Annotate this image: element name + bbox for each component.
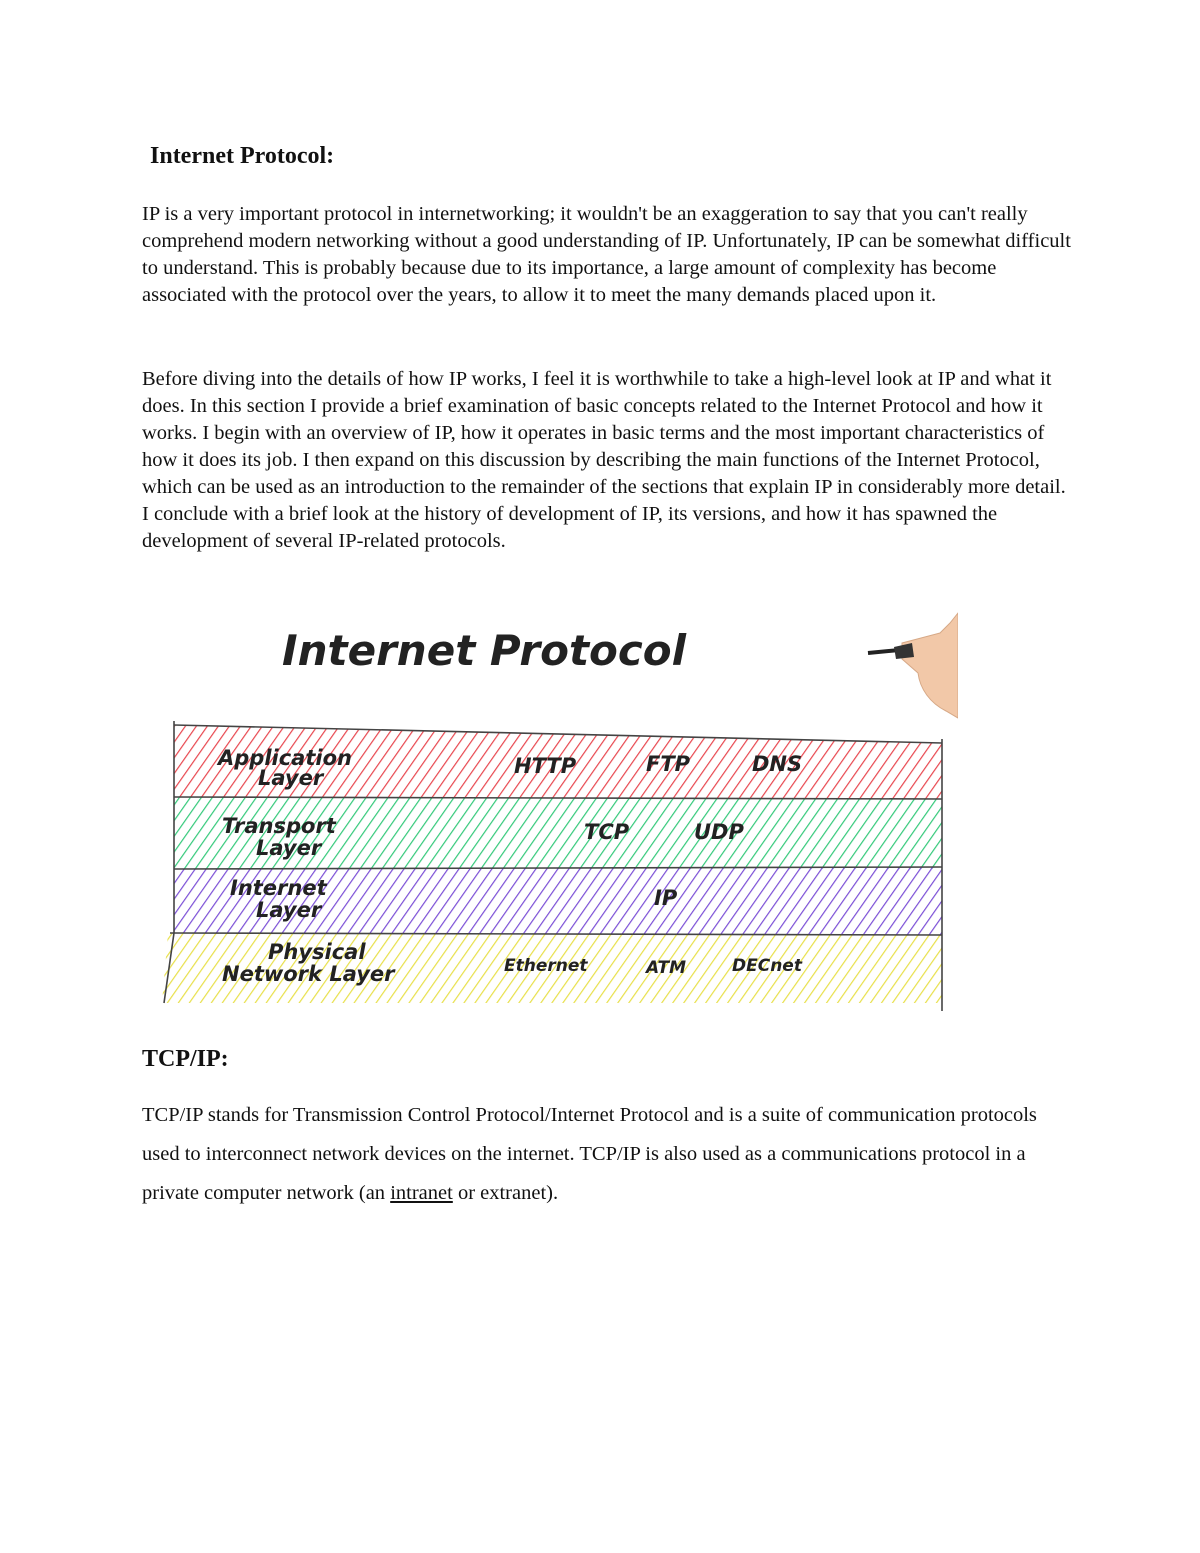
protocol-layers-diagram — [150, 603, 958, 1015]
section-heading-tcp-ip: TCP/IP: — [142, 1046, 229, 1072]
paragraph-ip-intro: IP is a very important protocol in internetworking; it wouldn't be an exaggeration to say that you can't really comprehend modern networking without a good understanding of IP. Unfortunately, IP can be somewhat difficult to understand. This is probably because due to its importance, a large amount of complexity has become associated with the protocol over the years, to allow it to meet the many demands placed upon it. — [142, 203, 1071, 306]
layer-physical-name-line1: Physical — [268, 940, 366, 964]
protocol-label: DECnet — [732, 956, 802, 976]
layer-application-name-line2: Layer — [258, 766, 324, 790]
paragraph-tcp-ip — [142, 1096, 1062, 1213]
layer-internet-name-line1: Internet — [230, 876, 327, 900]
layer-internet-name-line2: Layer — [256, 898, 322, 922]
protocol-label: DNS — [752, 752, 803, 776]
layer-application-name-line1: Application — [218, 746, 352, 770]
protocol-label: HTTP — [514, 754, 577, 778]
layer-internet — [174, 867, 942, 935]
protocol-label: FTP — [646, 752, 691, 776]
protocol-label: IP — [654, 886, 678, 910]
paragraph-tcp-ip-text-end: or extranet). — [452, 1182, 559, 1204]
section-heading-internet-protocol: Internet Protocol: — [150, 143, 335, 169]
protocol-label: ATM — [646, 958, 687, 978]
intranet-link[interactable]: intranet — [390, 1182, 453, 1204]
hand-icon — [902, 613, 958, 718]
layer-transport-name-line1: Transport — [222, 814, 336, 838]
protocol-layers-figure — [150, 603, 958, 1015]
protocol-label: TCP — [584, 820, 630, 844]
layer-transport — [174, 797, 942, 869]
pen-icon — [894, 643, 914, 659]
paragraph-tcp-ip-text: TCP/IP stands for Transmission Control Protocol/Internet Protocol and is a suite of communication protocols used to interconnect network devices on the internet. TCP/IP is also used as a communications protocol in a private computer network (an — [142, 1104, 1037, 1204]
layer-transport-name-line2: Layer — [256, 836, 322, 860]
protocol-label: Ethernet — [504, 956, 588, 976]
layer-application — [174, 725, 942, 799]
figure-title: Internet Protocol — [282, 626, 687, 675]
layer-physical-network — [162, 933, 942, 1003]
layer-physical-name-line2: Network Layer — [222, 962, 395, 986]
protocol-label: UDP — [694, 820, 744, 844]
paragraph-ip-overview: Before diving into the details of how IP works, I feel it is worthwhile to take a high-level look at IP and what it does. In this section I provide a brief examination of basic concepts related to the Internet Protocol and how it works. I begin with an overview of IP, how it operates in basic terms and the most important characteristics of how it does its job. I then expand on this discussion by describing the main functions of the Internet Protocol, which can be used as an introduction to the remainder of the sections that explain IP in considerably more detail. I conclude with a brief look at the history of development of IP, its versions, and how it has spawned the development of several IP-related protocols. — [142, 368, 1066, 552]
